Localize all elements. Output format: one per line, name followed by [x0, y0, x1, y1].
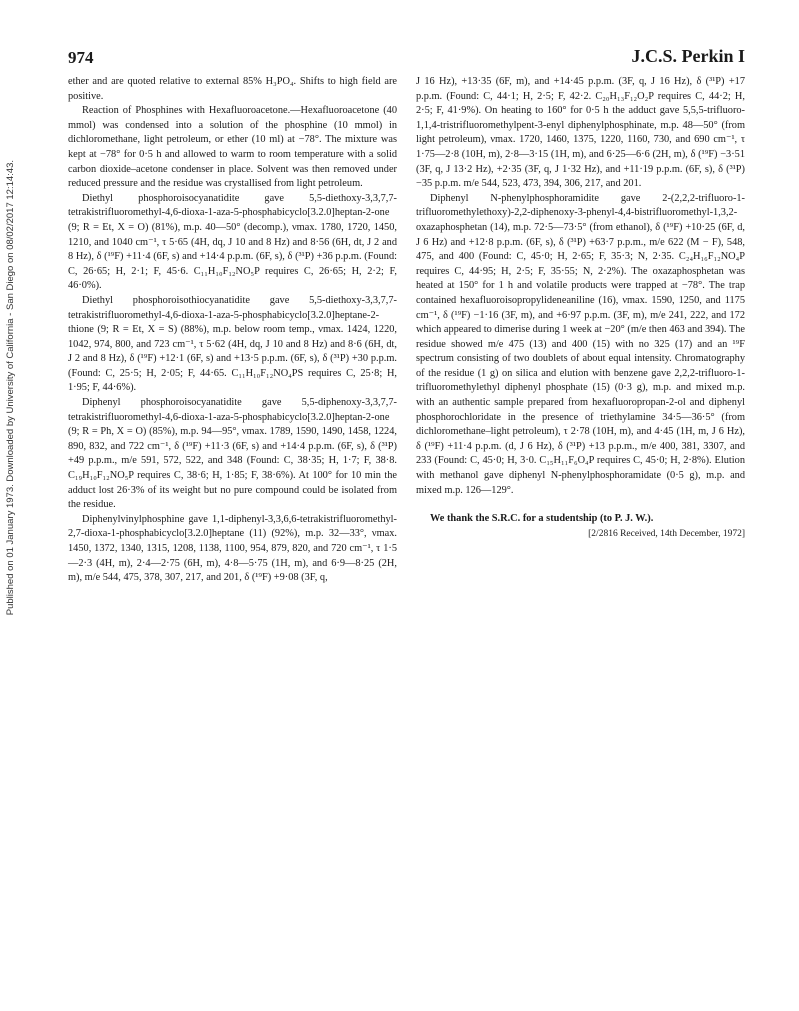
paragraph: Diphenyl phosphoroisocyanatidite gave 5,5-diphenoxy-3,3,7,7-tetrakistrifluoromethyl-4,6-dioxa-1-aza-5-phosphabicyclo[3.2.0]heptan-2-one (9; R = Ph, X = O) (85%), m.p. 94—95°, νmax. 1789, 1590, 1490, 1458, 1224, 890, 832, and 722 cm⁻¹, δ (¹⁹F) +11·3 (6F, s) and +14·4 p.p.m. (6F, s), δ (³¹P) +49 p.p.m., m/e 591, 572, 522, and 348 (Found: C, 38·35; H, 1·7; F, 38·8. C₁₉H₁₀F₁₂NO₅P requires C, 38·6; H, 1·85; F, 38·6%). At 100° for 10 min the adduct lost 26·3% of its weight but no pure compound could be isolated from the residue. [68, 397, 397, 511]
page-number: 974 [68, 48, 94, 67]
received-date: [2/2816 Received, 14th December, 1972] [588, 528, 745, 539]
paragraph: ether and are quoted relative to external 85% H₃PO₄. Shifts to high field are positive. [68, 76, 397, 102]
left-column [68, 75, 397, 586]
paragraph: Reaction of Phosphines with Hexafluoroacetone.—Hexafluoroacetone (40 mmol) was condensed into a solution of the phosphine (10 mmol) in dichloromethane, light petroleum, or ether (10 ml) at −78°. The mixture was kept at −78° for 0·5 h and allowed to warm to room temperature with a solid carbon dioxide–acetone condenser in place. Solvent was then removed under reduced pressure and the residue was crystallised from light petroleum. [68, 105, 397, 190]
acknowledgement: We thank the S.R.C. for a studentship (to P. J. W.). [430, 513, 654, 525]
paragraph: Diethyl phosphoroisocyanatidite gave 5,5-diethoxy-3,3,7,7-tetrakistrifluoromethyl-4,6-dioxa-1-aza-5-phosphabicyclo[3.2.0]heptan-2-one (9; R = Et, X = O) (81%), m.p. 40—50° (decomp.), νmax. 1780, 1720, 1450, 1210, and 1040 cm⁻¹, τ 5·65 (4H, dq, J 10 and 8 Hz) and 8·56 (6H, dt, J 2 and 8 Hz), δ (¹⁹F) +11·4 (6F, s) and +14·4 p.p.m. (6F, s), δ (³¹P) +36 p.p.m. (Found: C, 26·65; H, 2·1; F, 45·6. C₁₁H₁₀F₁₂NO₅P requires C, 26·65; H, 2·2; F, 46·0%). [68, 192, 397, 292]
paragraph: J 16 Hz), +13·35 (6F, m), and +14·45 p.p.m. (3F, q, J 16 Hz), δ (³¹P) +17 p.p.m. (Found: C, 44·1; H, 2·5; F, 42·2. C₂₀H₁₃F₁₂O₂P requires C, 44·2; H, 2·5; F, 41·9%). On heating to 160° for 0·5 h the adduct gave 5,5,5-trifluoro-1,1,4-tristrifluoromethylpent-3-enyl diphenylphosphinate, m.p. 48—50° (from light petroleum), νmax. 1720, 1460, 1375, 1220, 1160, 730, and 690 cm⁻¹, τ 1·75—2·8 (10H, m), 2·8—3·15 (1H, m), and 6·25—6·6 (2H, m), δ (¹⁹F) −3·51 (3F, q, J 13·2 Hz), +2·35 (3F, q, J 1·32 Hz), and +11·19 p.p.m. (6F, s), δ (³¹P) −35 p.p.m. m/e 544, 523, 473, 394, 306, 217, and 201. [416, 76, 745, 190]
paragraph: Diphenyl N-phenylphosphoramidite gave 2-(2,2,2-trifluoro-1-trifluoromethylethoxy)-2,2-diphenoxy-3-phenyl-4,4-bistrifluoromethyl-1,3,2-oxazaphosphetan (14), m.p. 72·5—73·5° (from ethanol), δ (¹⁹F) +10·25 (6F, d, J 6 Hz) and +12·8 p.p.m. (6F, s), δ (³¹P) +63·7 p.p.m., m/e 622 (M − F), 548, 475, and 400 (Found: C, 45·0; H, 2·65; F, 35·3; N, 2·35. C₂₄H₁₆F₁₂NO₄P requires C, 44·95; H, 2·5; F, 35·55; N, 2·2%). The oxazaphosphetan was heated at 150° for 1 h and volatile products were trapped at −78°. The trap contained hexafluoroisopropylideneaniline (16), νmax. 1590, 1250, and 1175 cm⁻¹, δ (¹⁹F) −1·16 (3F, m), and +6·97 p.p.m. (3F, m), m/e 241, 222, and 172 which appeared to dimerise during 1 week at −20° (m/e then 463 and 394). The residue showed m/e 475 (13) and 400 (15) with no 325 (17) and an ¹⁹F spectrum consisting of two doublets of about equal intensity. Chromatography of the residue (1 g) on silica and elution with benzene gave 2,2,2-trifluoro-1-trifluoromethylethyl diphenyl phosphate (15) (0·3 g), m.p. and mixed m.p. with an authentic sample prepared from hexafluoropropan-2-ol and diphenyl phosphorochloridate in the presence of triethylamine 34·5—36·5° (from dichloromethane–light petroleum), τ 2·78 (10H, m), and 4·45 (1H, m, J 6 Hz), δ (¹⁹F) +11·4 p.p.m. (d, J 6 Hz), δ (³¹P) +13 p.p.m., m/e 400, 381, 3307, and 233 (Found: C, 45·0; H, 3·0. C₁₅H₁₁F₆O₄P requires C, 45·0; H, 2·8%). Elution with methanol gave diphenyl N-phenylphosphoramidate (0·5 g), m.p. and mixed m.p. 126—129°. [416, 192, 745, 496]
paragraph: Diphenylvinylphosphine gave 1,1-diphenyl-3,3,6,6-tetrakistrifluoromethyl-2,7-dioxa-1-phosphabicyclo[3.2.0]heptane (11) (92%), m.p. 32—33°, νmax. 1450, 1372, 1340, 1315, 1208, 1138, 1100, 954, 879, 820, and 720 cm⁻¹, τ 1·5—2·3 (4H, m), 2·4—2·75 (6H, m), 4·8—5·75 (1H, m), and 6·9—8·25 (2H, m), m/e 544, 475, 378, 307, 217, and 201, δ (¹⁹F) +9·08 (3F, q, [68, 513, 397, 584]
margin-publication-note: Published on 01 January 1973. Downloaded by University of California - San Diego on 08/02/2017 12:14:43. [5, 160, 16, 616]
right-column [416, 75, 745, 541]
paragraph: Diethyl phosphoroisothiocyanatidite gave 5,5-diethoxy-3,3,7,7-tetrakistrifluoromethyl-4,6-dioxa-1-aza-5-phosphabicyclo[3.2.0]heptane-2-thione (9; R = Et, X = S) (88%), m.p. below room temp., νmax. 1424, 1220, 1042, 974, 800, and 723 cm⁻¹, τ 5·62 (4H, dq, J 10 and 8 Hz) and 8·6 (6H, dt, J 2 and 8 Hz), δ (¹⁹F) +12·1 (6F, s) and +13·5 p.p.m. (6F, s), δ (³¹P) +30 p.p.m. (Found: C, 25·5; H, 2·05; F, 44·65. C₁₁H₁₀F₁₂NO₄PS requires C, 25·8; H, 1·95; F, 44·6%). [68, 294, 397, 394]
journal-name: J.C.S. Perkin I [631, 46, 745, 66]
